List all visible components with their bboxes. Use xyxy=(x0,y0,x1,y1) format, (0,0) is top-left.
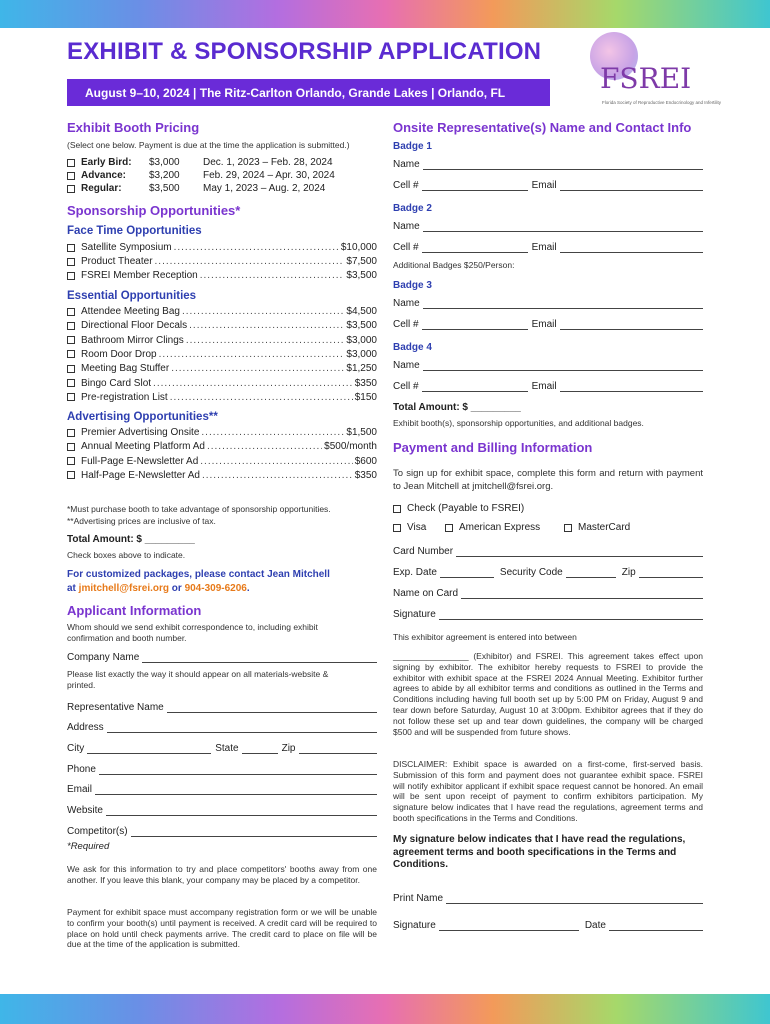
competitors-field[interactable]: Competitor(s) xyxy=(67,826,377,837)
signature-date-field[interactable]: Signature Date xyxy=(393,920,703,931)
bottom-gradient-band xyxy=(0,994,770,1024)
leader-dots xyxy=(182,306,344,317)
leader-dots xyxy=(201,427,344,438)
badge-cell-email-field[interactable]: Cell # Email xyxy=(393,180,703,191)
date-input[interactable] xyxy=(609,921,703,931)
sponsorship-option-row[interactable]: Premier Advertising Onsite ..... $1,500 xyxy=(67,426,377,439)
checkbox[interactable] xyxy=(67,244,75,252)
logo-wordmark: FSREI xyxy=(600,62,692,95)
sponsorship-option-row[interactable]: Full-Page E-Newsletter Ad ..... $600 xyxy=(67,455,377,468)
cell-input[interactable] xyxy=(422,243,528,253)
payment-intro: To sign up for exhibit space, complete this form and return with payment to Jean Mitchell at jmitchell@fsrei.org. xyxy=(393,468,703,492)
checkbox[interactable] xyxy=(67,350,75,358)
checkbox[interactable] xyxy=(67,159,75,167)
applicant-heading: Applicant Information xyxy=(67,603,202,618)
onsite-total[interactable]: Total Amount: $ _________ xyxy=(393,402,521,413)
card-signature-field[interactable]: Signature xyxy=(393,609,703,620)
agreement-text: ________________ (Exhibitor) and FSREI. This agreement takes effect upon signing by exhibitor. The exhibitor hereby requests to FSREI to provide the exhibitor with exhibit space at the FSREI 2024 Annual Meeting. Exhibitor further agrees to abide by all exhibitor terms and conditions as outlined in the Terms and Conditions including having full booth set up by 5:00 PM on Friday, August 9 and tear down before Saturday, August 10 at 3:00pm. Exhibitor agrees that if they do not follow these set up and tear down guidelines, the company will be charged $500 and will be suspended from future shows. xyxy=(393,651,703,737)
signature-input[interactable] xyxy=(439,921,579,931)
sponsorship-option-row[interactable]: Bingo Card Slot ..... $350 xyxy=(67,377,377,390)
cell-input[interactable] xyxy=(422,382,528,392)
required-note: *Required xyxy=(67,841,110,852)
footnote-1: *Must purchase booth to take advantage of sponsorship opportunities. xyxy=(67,504,331,514)
email-field[interactable]: Email xyxy=(67,784,377,795)
badge-heading: Badge 4 xyxy=(393,342,432,353)
sponsorship-option-row[interactable]: Directional Floor Decals ..... $3,500 xyxy=(67,319,377,332)
check-option[interactable]: Check (Payable to FSREI) xyxy=(393,503,524,514)
cell-input[interactable] xyxy=(422,320,528,330)
check-boxes-note: Check boxes above to indicate. xyxy=(67,550,186,560)
exp-security-zip-field[interactable]: Exp. Date Security Code Zip xyxy=(393,567,703,578)
sponsorship-heading: Sponsorship Opportunities* xyxy=(67,203,241,218)
checkbox[interactable] xyxy=(67,457,75,465)
name-on-card-field[interactable]: Name on Card xyxy=(393,588,703,599)
company-name-field[interactable]: Company Name xyxy=(67,652,377,663)
exp-date-input[interactable] xyxy=(440,568,494,578)
sponsorship-option-row[interactable]: Half-Page E-Newsletter Ad ..... $350 xyxy=(67,469,377,482)
competitor-explanation: We ask for this information to try and place competitors' booths away from one another. If you leave this blank, your company may be placed by a competitor. xyxy=(67,864,377,885)
essential-heading: Essential Opportunities xyxy=(67,290,197,302)
leader-dots xyxy=(171,363,344,374)
leader-dots xyxy=(200,270,345,281)
checkbox[interactable] xyxy=(67,172,75,180)
checkbox[interactable] xyxy=(67,365,75,373)
checkbox[interactable] xyxy=(67,429,75,437)
website-field[interactable]: Website xyxy=(67,805,377,816)
payment-heading: Payment and Billing Information xyxy=(393,440,593,455)
sponsorship-option-row[interactable]: Annual Meeting Platform Ad ..... $500/month xyxy=(67,440,377,453)
badge-name-field[interactable]: Name xyxy=(393,360,703,371)
sponsorship-total[interactable]: Total Amount: $ _________ xyxy=(67,534,195,545)
contact-email-link[interactable]: jmitchell@fsrei.org xyxy=(78,583,169,594)
checkbox[interactable] xyxy=(67,272,75,280)
address-field[interactable]: Address xyxy=(67,722,377,733)
representative-name-field[interactable]: Representative Name xyxy=(67,702,377,713)
badge-name-field[interactable]: Name xyxy=(393,298,703,309)
agreement-intro: This exhibitor agreement is entered into between xyxy=(393,632,577,642)
checkbox[interactable] xyxy=(67,322,75,330)
booth-pricing-heading: Exhibit Booth Pricing xyxy=(67,120,200,135)
leader-dots xyxy=(200,456,352,467)
badge-cell-email-field[interactable]: Cell # Email xyxy=(393,381,703,392)
leader-dots xyxy=(189,320,344,331)
visa-option[interactable]: Visa xyxy=(393,522,426,533)
contact-phone-link[interactable]: 904-309-6206 xyxy=(184,583,247,594)
booth-option-row[interactable]: Regular: $3,500 May 1, 2023 – Aug. 2, 2024 xyxy=(67,182,335,195)
checkbox[interactable] xyxy=(393,524,401,532)
city-state-zip-field[interactable]: City State Zip xyxy=(67,743,377,754)
sponsorship-option-row[interactable]: Room Door Drop ..... $3,000 xyxy=(67,348,377,361)
zip-input[interactable] xyxy=(299,744,378,754)
booth-pricing-note: (Select one below. Payment is due at the time the application is submitted.) xyxy=(67,140,350,150)
checkbox[interactable] xyxy=(393,505,401,513)
leader-dots xyxy=(153,378,353,389)
sponsorship-option-row[interactable]: FSREI Member Reception ..... $3,500 xyxy=(67,269,377,282)
sponsorship-option-row[interactable]: Meeting Bag Stuffer ..... $1,250 xyxy=(67,362,377,375)
billing-zip-input[interactable] xyxy=(639,568,703,578)
security-code-input[interactable] xyxy=(566,568,616,578)
applicant-intro: Whom should we send exhibit correspondence to, including exhibit confirmation and booth number. xyxy=(67,622,318,643)
footnote-2: **Advertising prices are inclusive of tax. xyxy=(67,516,216,526)
leader-dots xyxy=(174,242,339,253)
page-title: EXHIBIT & SPONSORSHIP APPLICATION xyxy=(67,38,542,65)
checkbox[interactable] xyxy=(67,393,75,401)
leader-dots xyxy=(186,335,345,346)
booth-option-row[interactable]: Advance: $3,200 Feb. 29, 2024 – Apr. 30, 2024 xyxy=(67,169,335,182)
payment-requirement-note: Payment for exhibit space must accompany registration form or we will be unable to confirm your booth(s) until payment is received. A credit card will be required to place on hold until check payments arrive. The credit card to place on file will be due at the time of the application is submitted. xyxy=(67,907,377,950)
sponsorship-option-row[interactable]: Attendee Meeting Bag ..... $4,500 xyxy=(67,305,377,318)
advertising-heading: Advertising Opportunities** xyxy=(67,411,218,423)
amex-option[interactable]: American Express xyxy=(445,522,540,533)
sponsorship-option-row[interactable]: Satellite Symposium ..... $10,000 xyxy=(67,241,377,254)
badge-name-field[interactable]: Name xyxy=(393,221,703,232)
fsrei-logo xyxy=(578,32,738,112)
checkbox[interactable] xyxy=(67,443,75,451)
leader-dots xyxy=(202,470,353,481)
top-gradient-band xyxy=(0,0,770,28)
checkbox[interactable] xyxy=(67,308,75,316)
badge-heading: Badge 3 xyxy=(393,280,432,291)
email-input[interactable] xyxy=(560,320,703,330)
additional-badges-note: Additional Badges $250/Person: xyxy=(393,260,515,270)
card-number-field[interactable]: Card Number xyxy=(393,546,703,557)
email-input[interactable] xyxy=(560,382,703,392)
sponsorship-option-row[interactable]: Pre-registration List ..... $150 xyxy=(67,391,377,404)
face-time-heading: Face Time Opportunities xyxy=(67,225,202,237)
leader-dots xyxy=(159,349,345,360)
badge-heading: Badge 2 xyxy=(393,203,432,214)
email-input[interactable] xyxy=(560,243,703,253)
signature-statement: My signature below indicates that I have read the regulations, agreement terms and booth specifications in the Terms and Conditions. xyxy=(393,834,686,870)
checkbox[interactable] xyxy=(67,379,75,387)
badge-cell-email-field[interactable]: Cell # Email xyxy=(393,242,703,253)
mastercard-option[interactable]: MasterCard xyxy=(564,522,630,533)
checkbox[interactable] xyxy=(564,524,572,532)
disclaimer-text: DISCLAIMER: Exhibit space is awarded on a first-come, first-served basis. Submission of this form and payment does not guarantee exhibit space. FSREI will notify exhibitor applicant if exhibit space request cannot be honored. An email will be sent upon receipt of payment to confirm exhibitors participation. My signature below indicates that I have read the regulations, agreement terms and booth specifications in the Terms and Conditions. xyxy=(393,759,703,823)
checkbox[interactable] xyxy=(67,471,75,479)
state-input[interactable] xyxy=(242,744,278,754)
badge-cell-email-field[interactable]: Cell # Email xyxy=(393,319,703,330)
event-info-bar: August 9–10, 2024 | The Ritz-Carlton Orlando, Grande Lakes | Orlando, FL xyxy=(67,79,550,106)
logo-subtitle: Florida Society of Reproductive Endocrinology and Infertility xyxy=(602,100,722,105)
badge-name-field[interactable]: Name xyxy=(393,159,703,170)
onsite-total-note: Exhibit booth(s), sponsorship opportunities, and additional badges. xyxy=(393,418,644,428)
print-name-field[interactable]: Print Name xyxy=(393,893,703,904)
leader-dots xyxy=(170,392,353,403)
badge-heading: Badge 1 xyxy=(393,141,432,152)
checkbox[interactable] xyxy=(445,524,453,532)
checkbox[interactable] xyxy=(67,258,75,266)
booth-pricing-table xyxy=(67,156,335,195)
leader-dots xyxy=(155,256,345,267)
onsite-rep-heading: Onsite Representative(s) Name and Contact Info xyxy=(393,120,692,135)
sponsorship-option-row[interactable]: Product Theater ..... $7,500 xyxy=(67,255,377,268)
booth-option-row[interactable]: Early Bird: $3,000 Dec. 1, 2023 – Feb. 28, 2024 xyxy=(67,156,335,169)
city-input[interactable] xyxy=(87,744,211,754)
checkbox[interactable] xyxy=(67,336,75,344)
phone-field[interactable]: Phone xyxy=(67,764,377,775)
sponsorship-option-row[interactable]: Bathroom Mirror Clings ..... $3,000 xyxy=(67,334,377,347)
email-input[interactable] xyxy=(560,181,703,191)
contact-note: For customized packages, please contact Jean Mitchell at jmitchell@fsrei.org or 904-309-6206. xyxy=(67,569,330,594)
leader-dots xyxy=(207,441,322,452)
checkbox[interactable] xyxy=(67,185,75,193)
cell-input[interactable] xyxy=(422,181,528,191)
company-name-note: Please list exactly the way it should appear on all materials-website & printed. xyxy=(67,669,329,690)
